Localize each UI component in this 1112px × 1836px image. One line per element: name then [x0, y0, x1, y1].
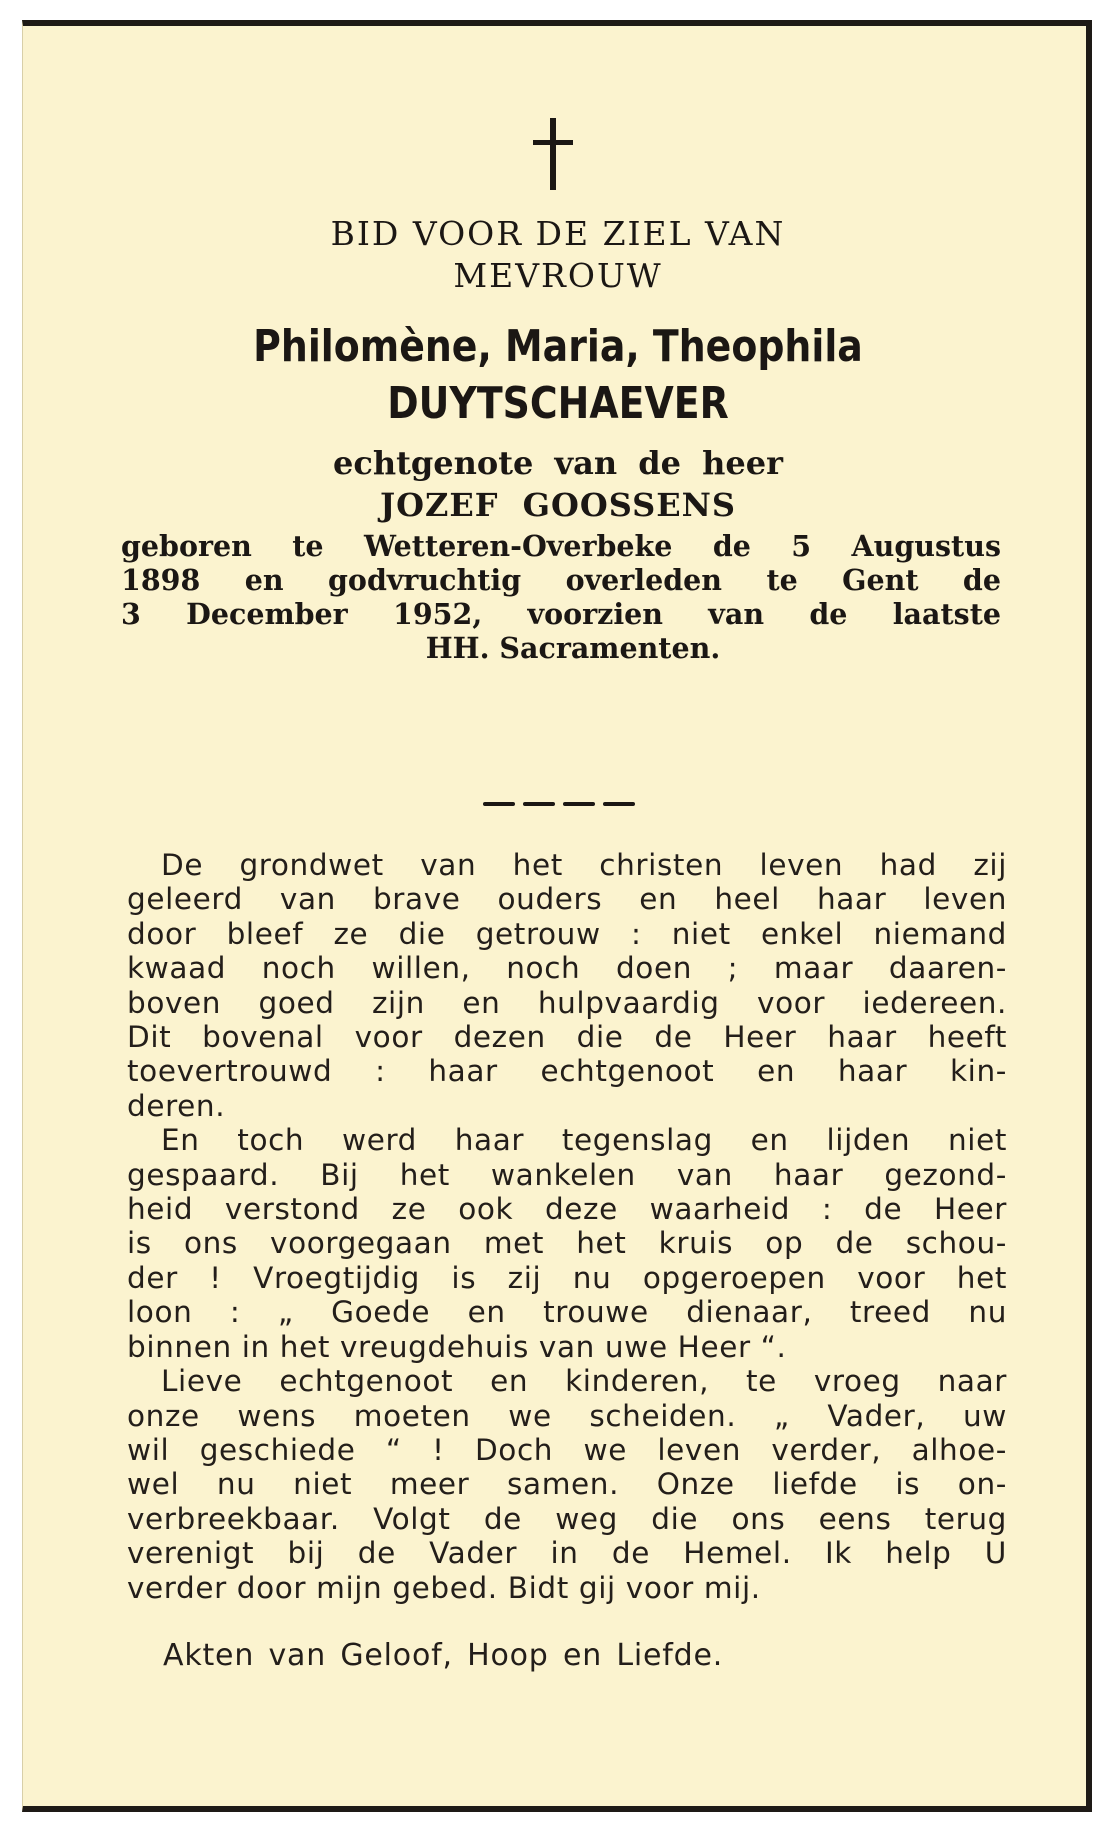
body-line: is ons voorgegaan met het kruis op de schou-: [127, 1226, 1007, 1261]
ornamental-divider: [483, 800, 635, 808]
body-line: gespaard. Bij het wankelen van haar gezond-: [127, 1157, 1007, 1192]
body-line: deren.: [127, 1088, 226, 1123]
deceased-surname: DUYTSCHAEVER: [387, 378, 729, 429]
body-line: verenigt bij de Vader in de Hemel. Ik help U: [127, 1536, 1007, 1571]
body-line: onze wens moeten we scheiden. „ Vader, uw: [127, 1398, 1007, 1433]
bio-line-1: geboren te Wetteren-Overbeke de 5 Augustus: [121, 529, 1001, 563]
body-line: verbreekbaar. Volgt de weg die ons eens terug: [127, 1501, 1007, 1536]
body-line: kwaad noch willen, noch doen ; maar daaren-: [127, 951, 1007, 986]
spouse-label: echtgenote van de heer: [333, 444, 783, 482]
intro-line-1: BID VOOR DE ZIEL VAN: [330, 214, 786, 253]
body-line: boven goed zijn en hulpvaardig voor iedereen.: [127, 985, 1007, 1020]
body-line: door bleef ze die getrouw : niet enkel niemand: [127, 916, 1007, 951]
memorial-card: [22, 20, 1092, 1812]
body-line: Dit bovenal voor dezen die de Heer haar heeft: [127, 1020, 1007, 1055]
cross-icon: [533, 118, 573, 190]
deceased-given-names: Philomène, Maria, Theophila: [253, 321, 863, 372]
body-line: geleerd van brave ouders en heel haar leven: [127, 882, 1007, 917]
obituary-text: [127, 848, 1007, 1605]
body-line: loon : „ Goede en trouwe dienaar, treed nu: [127, 1295, 1007, 1330]
body-line: wel nu niet meer samen. Onze liefde is on-: [127, 1467, 1007, 1502]
body-line: toevertrouwd : haar echtgenoot en haar kin-: [127, 1054, 1007, 1089]
intro-line-2: MEVROUW: [453, 256, 663, 295]
body-line: Lieve echtgenoot en kinderen, te vroeg naar: [161, 1364, 1007, 1399]
body-line: En toch werd haar tegenslag en lijden niet: [161, 1123, 1007, 1158]
body-line: heid verstond ze ook deze waarheid : de Heer: [127, 1192, 1007, 1227]
closing-line: Akten van Geloof, Hoop en Liefde.: [163, 1638, 724, 1673]
bio-line-4: HH. Sacramenten.: [425, 631, 721, 665]
body-line: wil geschiede “ ! Doch we leven verder, alhoe-: [127, 1432, 1007, 1467]
bio-line-3: 3 December 1952, voorzien van de laatste: [121, 597, 1001, 631]
body-line: verder door mijn gebed. Bidt gij voor mij.: [127, 1570, 761, 1605]
bio-line-2: 1898 en godvruchtig overleden te Gent de: [121, 563, 1001, 597]
body-line: der ! Vroegtijdig is zij nu opgeroepen voor het: [127, 1260, 1007, 1295]
body-line: De grondwet van het christen leven had zij: [161, 848, 1007, 882]
body-line: binnen in het vreugdehuis van uwe Heer “.: [127, 1329, 787, 1364]
spouse-name: JOZEF GOOSSENS: [380, 486, 736, 524]
